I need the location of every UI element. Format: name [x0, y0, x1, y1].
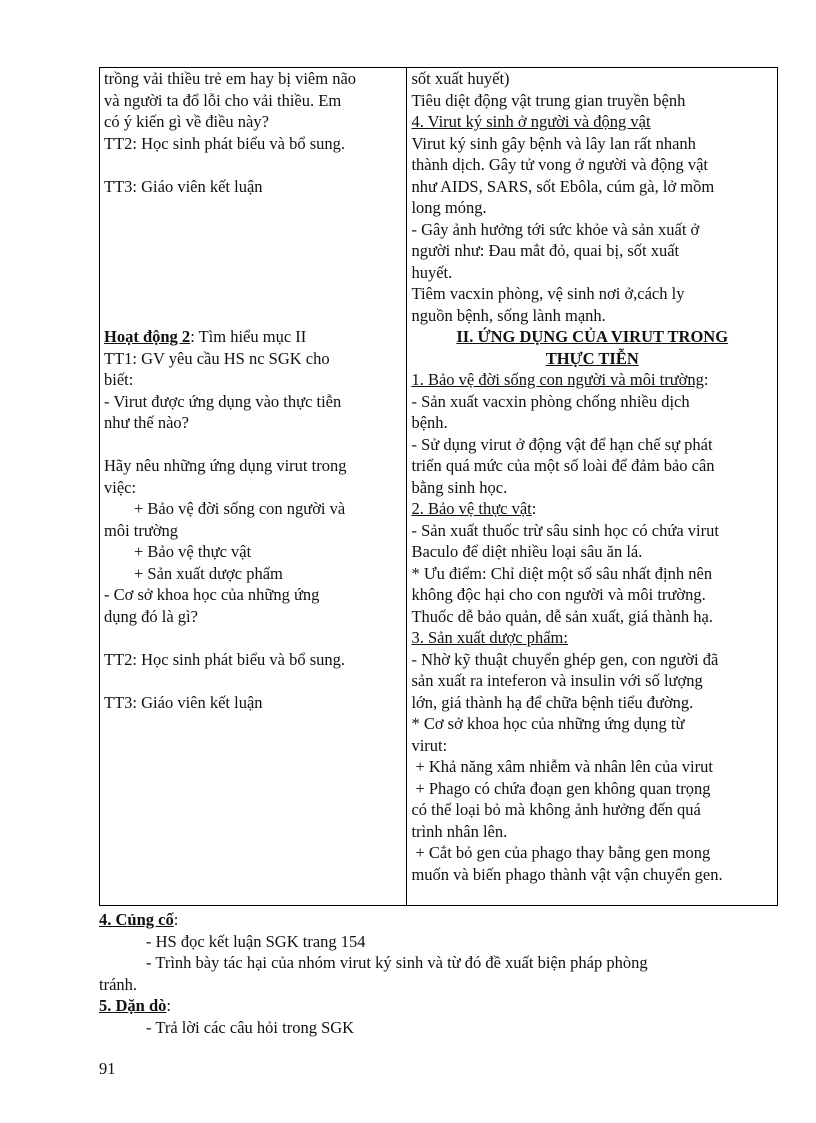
right-line: Tiêu diệt động vật trung gian truyền bệnh	[411, 90, 686, 110]
right-line: + Khả năng xâm nhiễm và nhân lên của virut	[415, 757, 713, 776]
section-ii-heading: THỰC TIỄN	[545, 348, 639, 368]
section-4-heading	[99, 909, 779, 931]
right-line: lớn, giá thành hạ để chữa bệnh tiểu đường.	[411, 692, 694, 712]
activity-2-title: Hoạt động 2	[104, 327, 191, 346]
blank-line	[104, 154, 402, 176]
right-line: * Ưu điểm: Chỉ diệt một số sâu nhất định nên	[411, 563, 713, 583]
right-line: triển quá mức của một số loài để đảm bảo cân	[411, 456, 715, 475]
right-line: người như: Đau mắt đỏ, quai bị, sốt xuất	[411, 241, 680, 260]
right-line: * Cơ sở khoa học của những ứng dụng từ	[411, 714, 685, 733]
blank-line	[104, 670, 402, 692]
left-line: có ý kiến gì về điều này?	[104, 112, 269, 131]
left-line: - Cơ sở khoa học của những ứng	[104, 585, 320, 604]
left-line: như thế nào?	[104, 413, 189, 432]
left-line: biết:	[104, 370, 134, 389]
section-5-title: 5. Dặn dò	[99, 996, 167, 1015]
right-line: nguồn bệnh, sống lành mạnh.	[411, 305, 606, 325]
subheading-3: 3. Sản xuất dược phẩm:	[411, 628, 568, 647]
blank-line	[104, 434, 402, 456]
lesson-table	[99, 67, 778, 906]
blank-line	[104, 197, 402, 219]
section-5-heading	[99, 995, 779, 1017]
subheading-1-text: 1. Bảo vệ đời sống con người và môi trường	[411, 370, 704, 389]
subheading-colon: :	[703, 370, 709, 389]
teacher-activity-column	[100, 68, 407, 906]
right-line: huyết.	[411, 262, 453, 282]
section-4-colon: :	[173, 910, 179, 929]
blank-line	[104, 219, 402, 241]
blank-line	[104, 627, 402, 649]
right-line: muốn và biến phago thành vật vận chuyển gen.	[411, 864, 723, 884]
table-row	[100, 68, 778, 906]
section-5-colon: :	[166, 996, 171, 1015]
left-line: dụng đó là gì?	[104, 606, 198, 626]
right-line: thành dịch. Gây tử vong ở người và động vật	[411, 155, 708, 174]
subheading-2-text: 2. Bảo vệ thực vật	[411, 499, 532, 518]
left-line: TT2: Học sinh phát biểu và bổ sung.	[104, 649, 346, 669]
left-line: TT2: Học sinh phát biểu và bổ sung.	[104, 133, 346, 153]
right-line: có thể loại bỏ mà không ảnh hưởng đến quá	[411, 800, 701, 819]
content-column	[407, 68, 778, 906]
section-4-title: 4. Củng cố	[99, 910, 174, 929]
right-line: sốt xuất huyết)	[411, 69, 510, 88]
left-line: + Bảo vệ đời sống con người và	[134, 499, 346, 518]
after-table-section	[99, 909, 779, 1038]
right-line: Baculo để diệt nhiều loại sâu ăn lá.	[411, 542, 643, 561]
right-line: trình nhân lên.	[411, 821, 508, 841]
blank-line	[104, 262, 402, 284]
blank-line	[104, 283, 402, 305]
left-line: + Bảo vệ thực vật	[134, 542, 252, 561]
right-line: virut:	[411, 735, 448, 755]
consolidation-line: tránh.	[99, 974, 138, 994]
consolidation-line: - Trình bày tác hại của nhóm virut ký sinh và từ đó đề xuất biện pháp phòng	[146, 953, 648, 972]
subheading-colon: :	[531, 499, 537, 518]
page-number: 91	[99, 1059, 116, 1078]
right-line: - Sử dụng virut ở động vật để hạn chế sự phát	[411, 434, 713, 454]
subheading-4: 4. Virut ký sinh ở người và động vật	[411, 112, 651, 131]
left-line: TT1: GV yêu cầu HS nc SGK cho	[104, 348, 330, 368]
section-ii-heading: II. ỨNG DỤNG CỦA VIRUT TRONG	[456, 327, 729, 346]
blank-line	[104, 240, 402, 262]
subheading-2	[411, 498, 773, 520]
left-line: Hãy nêu những ứng dụng virut trong	[104, 456, 347, 475]
right-line: - Sản xuất thuốc trừ sâu sinh học có chứa virut	[411, 520, 719, 540]
consolidation-line: - HS đọc kết luận SGK trang 154	[146, 931, 366, 951]
right-line: long móng.	[411, 198, 487, 217]
right-line: + Cắt bỏ gen của phago thay bằng gen mong	[415, 843, 711, 862]
left-line: môi trường	[104, 520, 179, 540]
right-line: sản xuất ra inteferon và insulin với số lượng	[411, 671, 703, 690]
right-line: bằng sinh học.	[411, 477, 508, 497]
activity-2-subtitle: : Tìm hiểu mục II	[190, 327, 307, 346]
right-line: không độc hại cho con người và môi trường.	[411, 585, 706, 604]
right-line: - Sản xuất vacxin phòng chống nhiều dịch	[411, 391, 690, 411]
right-line: Thuốc dễ bảo quản, dễ sản xuất, giá thành hạ.	[411, 606, 713, 626]
subheading-1	[411, 369, 773, 391]
right-line: bệnh.	[411, 413, 448, 432]
right-line: + Phago có chứa đoạn gen không quan trọng	[415, 778, 711, 798]
right-line: Tiêm vacxin phòng, vệ sinh nơi ở,cách ly	[411, 284, 685, 303]
left-line: việc:	[104, 477, 137, 497]
right-line: - Gây ảnh hưởng tới sức khỏe và sản xuất ở	[411, 219, 700, 239]
left-line: và người ta đổ lỗi cho vải thiều. Em	[104, 90, 342, 110]
homework-line: - Trả lời các câu hỏi trong SGK	[146, 1017, 355, 1037]
left-line: - Virut được ứng dụng vào thực tiễn	[104, 391, 342, 411]
left-line: TT3: Giáo viên kết luận	[104, 176, 263, 196]
left-line: + Sản xuất dược phẩm	[134, 563, 283, 583]
right-line: Virut ký sinh gây bệnh và lây lan rất nhanh	[411, 133, 696, 153]
activity-2-heading	[104, 326, 402, 348]
blank-line	[104, 305, 402, 327]
left-line: trồng vải thiều trẻ em hay bị viêm não	[104, 69, 357, 88]
left-line: TT3: Giáo viên kết luận	[104, 692, 263, 712]
right-line: như AIDS, SARS, sốt Ebôla, cúm gà, lở mồm	[411, 176, 715, 196]
right-line: - Nhờ kỹ thuật chuyển ghép gen, con người đã	[411, 649, 719, 669]
